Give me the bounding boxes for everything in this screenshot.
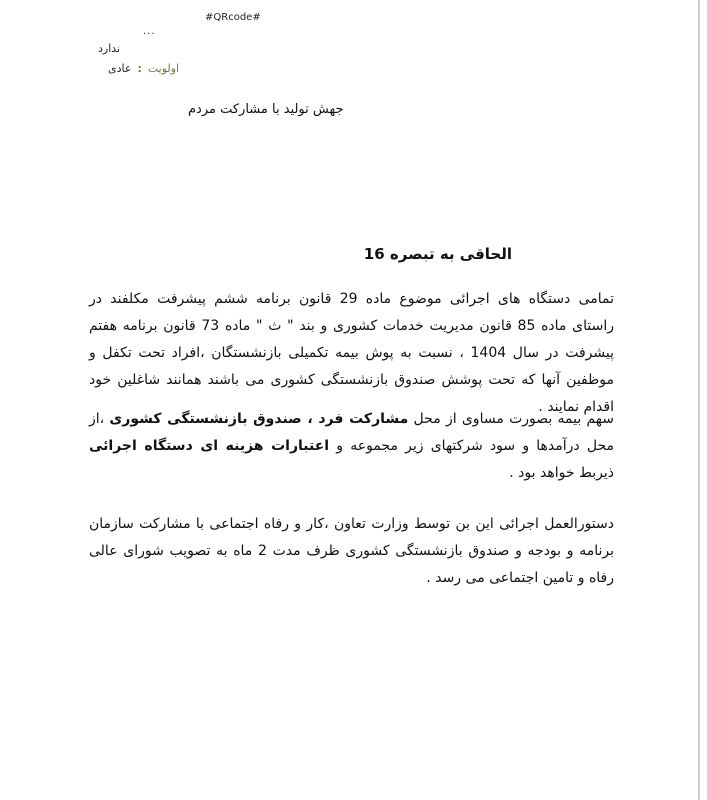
paragraph-2-bold-1: مشارکت فرد ، صندوق بازنشستگی کشوری (109, 411, 409, 427)
paragraph-2-bold-2: اعتبارات هزینه ای دستگاه اجرائی (89, 438, 330, 454)
priority-separator: : (137, 62, 142, 75)
priority-row (108, 62, 179, 75)
qrcode-placeholder: #QRcode# (205, 12, 261, 23)
secrecy-value: ندارد (98, 42, 121, 55)
paragraph-2-text-3: ذیربط خواهد بود . (509, 465, 614, 481)
paragraph-2-text-1: سهم بیمه بصورت مساوی از محل (408, 411, 614, 427)
priority-value: عادی (108, 62, 132, 75)
classification-dots: ... (143, 26, 156, 37)
paragraph-3: دستورالعمل اجرائی این بن توسط وزارت تعاون ،کار و رفاه اجتماعی با مشارکت سازمان برنامه و بودجه و صندوق بازنشستگی کشوری ظرف مدت 2 ماه به تصویب شورای عالی رفاه و تامین اجتماعی می رسد . (89, 516, 614, 586)
paragraph-2-text-2: ،از محل درآمدها و سود شرکتهای زیر مجموعه و (89, 411, 614, 454)
paragraph-2 (89, 406, 614, 487)
slogan: جهش تولید با مشارکت مردم (188, 102, 344, 117)
document-heading: الحاقی به تبصره 16 (363, 245, 512, 263)
paragraph-1: تمامی دستگاه های اجرائی موضوع ماده 29 قانون برنامه ششم پیشرفت مکلفند در راستای ماده 85 قانون مدیریت خدمات کشوری و بند " ث " ماده 73 قانون برنامه هفتم پیشرفت در سال 1404 ، نسبت به پوش بیمه تکمیلی بازنشستگان ،افراد تحت تکفل و موظفین آنها که تحت پوشش صندوق بازنشستگی کشوری می باشند همانند شاغلین خود اقدام نمایند . (89, 291, 615, 415)
priority-label: اولویت (147, 62, 180, 75)
